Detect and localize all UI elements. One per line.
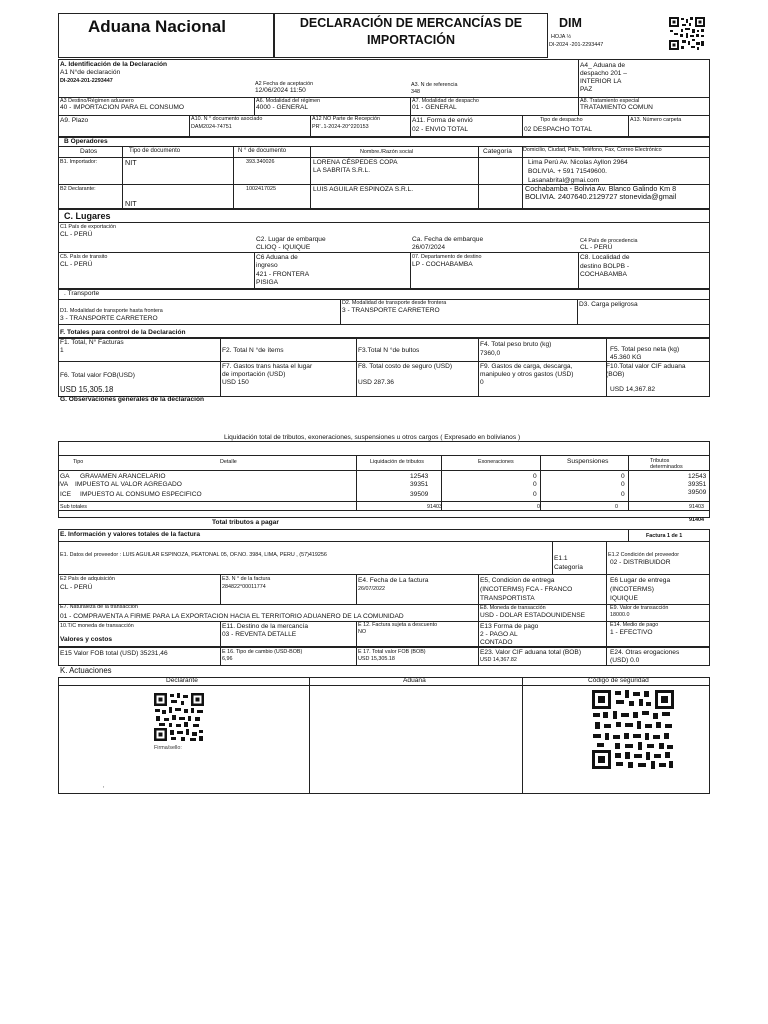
c4-value: CL - PERÚ (580, 244, 613, 251)
e6-line3: IQUIQUE (610, 595, 638, 602)
e13-line2: CONTADO (480, 639, 513, 646)
e14-value: 1 - EFECTIVO (610, 629, 653, 636)
e7-value: 01 - COMPRAVENTA A FIRME PARA LA EXPORTACION HACIA EL TERRITORIO ADUANERO DE LA COMUNIDAD (60, 613, 404, 620)
b1-doc-type: NIT (125, 158, 137, 167)
tax-type-cell: IVA (58, 481, 69, 488)
a1-value: DI-2024-201-2293447 (60, 78, 113, 84)
f4-value: 7360,0 (480, 350, 501, 357)
signature-mark: , (103, 783, 105, 789)
f8-label: F8. Total costo de seguro (USD) (358, 363, 453, 370)
col-datos: Datos (80, 148, 98, 155)
invoice-count: Factura 1 de 1 (646, 533, 683, 539)
f4-label: F4. Total peso bruto (kg) (480, 341, 552, 348)
c2-label: C2. Lugar de embarque (256, 236, 326, 243)
section-f-heading: F. Totales para control de la Declaración (60, 329, 186, 336)
agency-name: Aduana Nacional (88, 17, 226, 36)
b2-doc-type: NIT (125, 199, 137, 208)
f7-line2: de importación (USD) (222, 371, 286, 378)
signer-customs-heading: Aduana (403, 677, 426, 684)
col-tax-detail: Detalle (220, 459, 237, 465)
col-tax-suspended: Suspensiones (567, 458, 609, 465)
e9-value: 18000.0 (610, 612, 630, 618)
subtotal-exempt: 0 (537, 504, 540, 510)
tax-determined-cell: 39509 (688, 489, 707, 496)
subtotal-label: Sub totales (60, 504, 87, 510)
col-category: Categoría (483, 148, 512, 155)
f9-line2: manipuleo y otros gastos (USD) (480, 371, 574, 378)
b2-label: B2 Declarante: (60, 186, 96, 192)
a4-line4: PAZ (580, 86, 593, 93)
d3-label: D3. Carga peligrosa (579, 301, 638, 308)
c4-label: C4 País de procedencia (580, 238, 638, 244)
ca-label: Ca. Fecha de embarque (412, 236, 484, 243)
f9-value: 0 (480, 379, 484, 386)
a2-value: 12/06/2024 11:50 (255, 87, 306, 94)
a13-label: A13. Número carpeta (630, 117, 682, 123)
subtotal-assessed: 91403 (427, 504, 442, 510)
col-tax-determined-1: Tributos (650, 458, 670, 464)
b1-address-1: Lima Perú Av. Nicolas Ayllon 2964 (528, 159, 628, 166)
f2-label: F2. Total N °de ítems (222, 347, 284, 354)
subtotal-suspended: 0 (615, 504, 618, 510)
tax-determined-cell: 12543 (688, 473, 707, 480)
tax-assessed-cell: 39509 (410, 491, 429, 498)
a10-value: DAM2024-74751 (191, 124, 232, 130)
c6-line3: 421 - FRONTERA (256, 271, 310, 278)
c8-line3: COCHABAMBA (580, 271, 627, 278)
c1-value: CL - PERÚ (60, 231, 93, 238)
e5-line1: E5, Condicion de entrega (480, 577, 555, 584)
dispatch-type-label: Tipo de despacho (540, 117, 583, 123)
e5-line3: TRANSPORTISTA (480, 595, 535, 602)
d2-value: 3 - TRANSPORTE CARRETERO (342, 307, 440, 314)
d2-label: D2. Modalidad de transporte desde frontera (342, 300, 447, 306)
e3-label: E3. N ° de la factura (222, 576, 271, 582)
tax-exempt-cell: 0 (533, 491, 537, 498)
f1-value: 1 (60, 347, 64, 354)
a3-ref-value: 348 (411, 89, 420, 95)
e2-label: E2 País de adquisición (60, 576, 115, 582)
e12-discount-label: E 12. Factura sujeta a descuento (358, 622, 438, 628)
f7-value: USD 150 (222, 379, 249, 386)
c6-line2: ingreso (256, 262, 278, 269)
c7-value: LP - COCHABAMBA (412, 261, 473, 268)
f3-label: F3.Total N °de bultos (358, 347, 420, 354)
e9-label: E9. Valor de transacción (610, 605, 669, 611)
section-k-heading: K. Actuaciones (60, 666, 112, 675)
header-doc-number: DI-2024 -201-2293447 (549, 42, 604, 48)
e13-line1: 2 - PAGO AL (480, 631, 518, 638)
security-code-heading: Código de seguridad (588, 677, 649, 684)
c8-line2: destino BOLPB - (580, 263, 630, 270)
tax-type-cell: GA (60, 473, 70, 480)
e4-label: E4. Fecha de La factura (358, 577, 429, 584)
b1-label: B1. Importador: (60, 159, 98, 165)
b2-name: LUIS AGUILAR ESPINOZA S.R.L. (313, 186, 414, 193)
doc-type: DIM (559, 16, 582, 30)
a4-line3: INTERIOR LA (580, 78, 622, 85)
c8-line1: C8. Localidad de (580, 254, 630, 261)
col-tax-type: Tipo (73, 459, 84, 465)
e7-label: E7. Naturaleza de la transacción (60, 604, 138, 610)
f7-line1: F7. Gastos trans hasta el lugar (222, 363, 313, 370)
tax-determined-cell: 39351 (688, 481, 707, 488)
e12-label: E1.2 Condición del proveedor (608, 552, 680, 558)
security-qr-code (591, 689, 675, 770)
e8-value: USD - DOLAR ESTADOUNIDENSE (480, 612, 586, 619)
e11-line2: Categoría (554, 564, 583, 571)
tax-suspended-cell: 0 (621, 473, 625, 480)
a7-label: A7. Modalidad de despacho (412, 98, 479, 104)
section-c-heading: C. Lugares (64, 211, 111, 221)
e2-value: CL - PERÚ (60, 584, 93, 591)
tax-detail-cell: GRAVAMEN ARANCELARIO (80, 473, 166, 480)
section-g-heading: G. Observaciones generales de la declaración (60, 396, 205, 403)
a12-value: PR'..1-2024-20^220153 (312, 124, 369, 130)
signer-declarant-heading: Declarante (166, 677, 198, 684)
e24-line2: (USD) 0.0 (610, 657, 640, 664)
a3-label: A3 Destino/Régimen aduanero (60, 98, 134, 104)
e14-label: E14. Medio de pago (610, 622, 659, 628)
b1-name-1: LORENA CÉSPEDES COPA (313, 159, 398, 166)
form-title-line2: IMPORTACIÓN (367, 33, 455, 47)
e15-fob-total: E15 Valor FOB total (USD) 35231,46 (60, 650, 168, 657)
a10-label: A10. N ° documento asociado (191, 116, 263, 122)
f6-value: USD 15,305.18 (60, 385, 114, 394)
a11-value: 02 - ENVIO TOTAL (412, 126, 469, 133)
e23-value: USD 14,367.82 (480, 657, 517, 663)
sheet-number: HOJA ½ (551, 34, 572, 40)
a3-value: 40 - IMPORTACION PARA EL CONSUMO (60, 104, 184, 111)
e11-dest-value: 03 - REVENTA DETALLE (222, 631, 297, 638)
f8-value: USD 287.36 (358, 379, 394, 386)
values-heading: Valores y costos (60, 636, 113, 643)
c5-label: C5. País de transito (60, 254, 108, 260)
col-address: Domicilio, Ciudad, País, Teléfono, Fax, Correo Electrónico (523, 147, 662, 153)
f9-line1: F9. Gastos de carga, descarga, (480, 363, 573, 370)
tax-type-cell: ICE (60, 491, 71, 498)
section-a-heading: A. Identificación de la Declaración (60, 61, 167, 68)
e3-value: 284822°00011774 (222, 584, 266, 590)
subtotal-determined: 91403 (689, 504, 704, 510)
col-tax-determined-2: determinados (650, 464, 683, 470)
e17-label: E 17. Total valor FOB (BOB) (358, 649, 426, 655)
e23-label: E23. Valor CIF aduana total (BOB) (480, 649, 582, 656)
tax-table-title: Liquidación total de tributos, exoneraciones, suspensiones u otros cargos ( Expresado en bolivianos ) (224, 434, 521, 441)
tax-detail-cell: IMPUESTO AL CONSUMO ESPECIFICO (80, 491, 202, 498)
c5-value: CL - PERÚ (60, 261, 93, 268)
a8-value: TRATAMIENTO COMUN (580, 104, 653, 111)
f1-label: F1. Total, N° Facturas (60, 339, 124, 346)
declarant-qr-code (153, 692, 205, 742)
f10-line1: F10.Total valor CIF aduana (606, 363, 686, 370)
e12-value: 02 - DISTRIBUIDOR (610, 559, 671, 566)
e5-line2: (INCOTERMS) FCA - FRANCO (480, 586, 573, 593)
d1-value: 3 - TRANSPORTE CARRETERO (60, 315, 158, 322)
f10-value: USD 14,367.82 (610, 386, 656, 393)
a9-label: A9. Plazo (60, 117, 89, 124)
header-qr-code (668, 16, 706, 51)
f5-label: F5. Total peso neta (kg) (610, 346, 680, 353)
a12-label: A12 NO Parte de Recepción (312, 116, 381, 122)
c7-label: 07. Departamento de destino (412, 254, 482, 260)
e16-label: E 16. Tipo de cambio (USD-BOB) (222, 649, 303, 655)
tax-exempt-cell: 0 (533, 473, 537, 480)
dispatch-type-value: 02 DESPACHO TOTAL (524, 126, 593, 133)
f6-label: F6. Total valor FOB(USD) (60, 372, 135, 379)
signature-label: Firma/sello: (154, 745, 182, 751)
b1-address-2: BOLIVIA. + 591 71549600. (528, 168, 608, 175)
e8-label: E8. Moneda de transacción (480, 605, 546, 611)
tax-assessed-cell: 12543 (410, 473, 429, 480)
a11-label: A11. Forma de envió (412, 117, 473, 124)
a1-label: A1 N°de declaración (60, 69, 121, 76)
col-tax-assessed: Liquidación de tributos (370, 459, 424, 465)
section-b-heading: B Operadores (64, 138, 108, 145)
e12-discount-value: NO (358, 629, 367, 635)
section-d-heading: . Transporte (64, 290, 100, 297)
a6-value: 4000 - GENERAL (256, 104, 309, 111)
e6-line2: (INCOTERMS) (610, 586, 654, 593)
form-title-line1: DECLARACIÓN DE MERCANCÍAS DE (299, 16, 523, 30)
f5-value: 45.360 KG (610, 354, 642, 361)
tax-assessed-cell: 39351 (410, 481, 429, 488)
e11-line1: E1.1 (554, 555, 568, 562)
col-doc-number: N ° de documento (238, 148, 287, 154)
tax-detail-cell: IMPUESTO AL VALOR AGREGADO (75, 481, 182, 488)
a3-ref-label: A3. N de referencia (411, 82, 458, 88)
total-taxes-value: 91404 (689, 517, 704, 523)
e17-value: USD 15,305.18 (358, 656, 395, 662)
declaration-form (58, 13, 710, 793)
b2-address-1: Cochabamba - Bolivia Av. Blanco Galindo Km 8 (525, 184, 677, 193)
e1-supplier: E1. Datos del proveedor : LUIS AGUILAR ESPINOZA, PEATONAL 05, OF.NO. 3984, LIMA, PERU , (57)419256 (60, 552, 327, 558)
a7-value: 01 - GENERAL (412, 104, 457, 111)
e10-label: 10.T/C moneda de transacción (60, 623, 134, 629)
a4-line2: despacho 201 – (580, 70, 627, 77)
e4-value: 26/07/2022 (358, 586, 385, 592)
b1-address-3: Lasanabrital@gmai.com (528, 177, 600, 184)
b2-address-2: BOLIVIA. 2407640.2129727 stonevida@gmail (525, 192, 677, 201)
c6-line1: C6 Aduana de (256, 254, 298, 261)
section-e-heading: E. Información y valores totales de la factura (60, 531, 200, 538)
a4-line1: A4_ Aduana de (580, 62, 626, 69)
tax-suspended-cell: 0 (621, 491, 625, 498)
a2-label: A2 Fecha de aceptación (255, 81, 314, 87)
b1-doc-number: 393.340026 (246, 159, 275, 165)
col-doc-type: Tipo de documento (129, 148, 181, 154)
a6-label: A6. Modalidad del régimen (256, 98, 321, 104)
e6-line1: E6 Lugar de entrega (610, 577, 671, 584)
tax-suspended-cell: 0 (621, 481, 625, 488)
c6-line4: PISIGA (256, 279, 278, 286)
e13-label: E13 Forma de pago (480, 623, 539, 630)
a8-label: A8. Tratamiento especial (580, 98, 640, 104)
c2-value: CLIOQ - IQUIQUE (256, 244, 311, 251)
c1-label: C1 País de exportación (60, 224, 117, 230)
e16-value: 6,96 (222, 656, 233, 662)
col-tax-exempt: Exoneraciones (478, 459, 514, 465)
b2-doc-number: 1002417025 (246, 186, 276, 192)
col-name: Nombre./Razón social (360, 149, 414, 155)
d1-label: D1. Modalidad de transporte hasta frontera (60, 308, 163, 314)
f10-line2: (BOB) (606, 371, 625, 378)
tax-exempt-cell: 0 (533, 481, 537, 488)
total-taxes-label: Total tributos a pagar (212, 519, 279, 526)
ca-value: 26/07/2024 (412, 244, 446, 251)
e11-dest-label: E11. Destino de la mercancía (222, 623, 309, 630)
b1-name-2: LA SABRITA S.R.L. (313, 167, 371, 174)
e24-line1: E24. Otras erogaciones (610, 649, 680, 656)
